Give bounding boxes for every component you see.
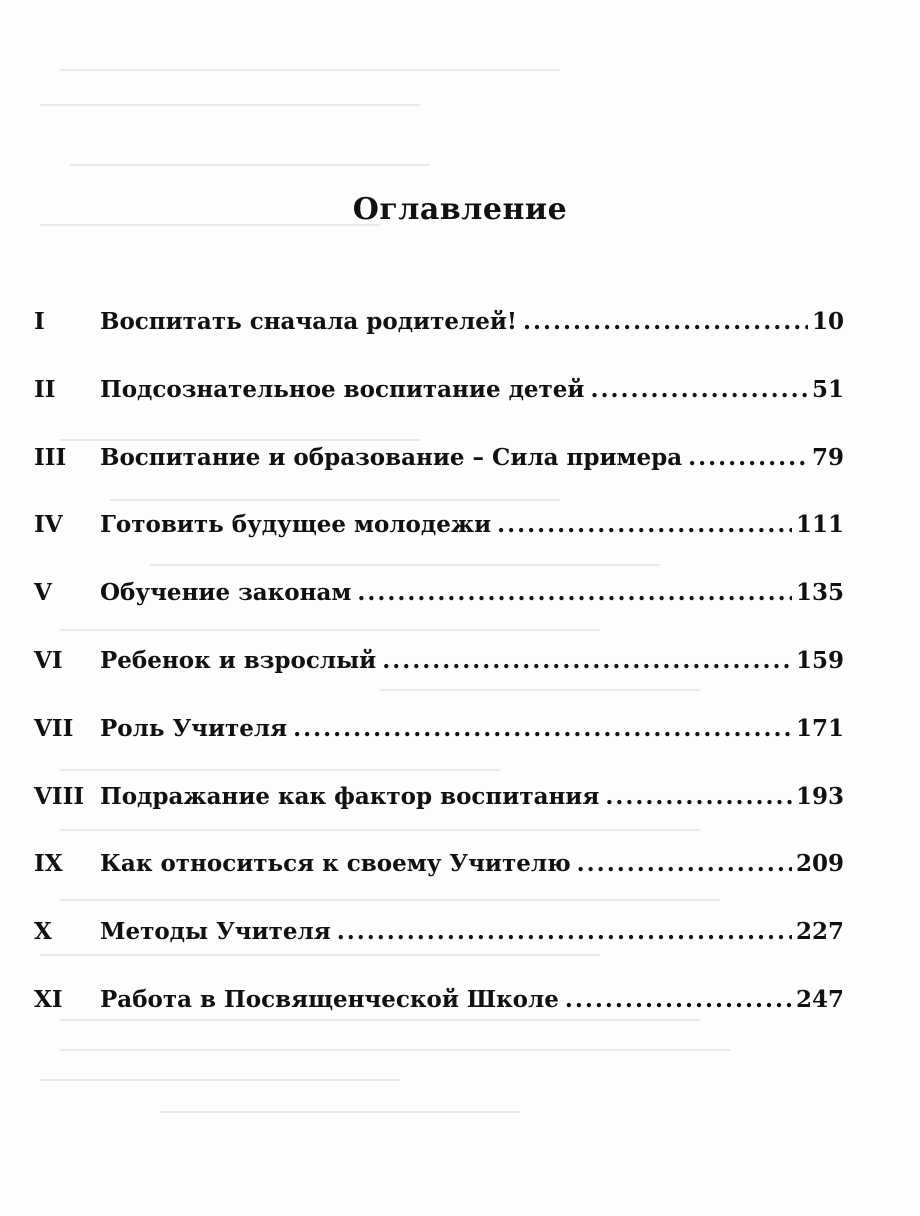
chapter-number: VIII [34,782,85,810]
page-number: 79 [811,443,844,471]
chapter-title: Ребенок и взрослый [100,646,377,674]
chapter-number: IX [34,850,63,878]
chapter-number: V [34,579,52,607]
page-title: Оглавление [352,192,568,228]
page-number: 159 [795,646,844,674]
chapter-number: III [34,443,67,471]
toc-entry [34,647,844,715]
page-number: 247 [795,985,844,1013]
toc-entry [34,783,844,851]
page-number: 193 [795,782,844,810]
chapter-number: I [34,308,45,335]
dot-leader [565,986,792,1013]
page-number: 111 [795,511,844,539]
chapter-title: Воспитание и образование – Сила примера [100,443,683,471]
page-number: 135 [795,579,844,607]
page-number: 10 [811,308,844,335]
toc-entry [34,579,844,647]
dot-leader [591,376,808,403]
dot-leader [523,308,808,335]
dot-leader [382,647,792,674]
chapter-title: Работа в Посвященческой Школе [100,985,559,1013]
dot-leader [577,850,792,877]
toc-entry [34,918,844,986]
dot-leader [357,579,792,606]
dot-leader [605,783,792,810]
chapter-title: Роль Учителя [100,714,288,742]
toc-entry [34,850,844,918]
chapter-number: XI [34,985,63,1013]
dot-leader [497,511,792,538]
toc-entry [34,376,844,444]
chapter-title: Подражание как фактор воспитания [100,782,600,810]
chapter-title: Подсознательное воспитание детей [100,375,585,403]
chapter-number: II [34,375,56,403]
chapter-number: X [34,918,52,946]
page-number: 171 [795,714,844,742]
toc-entry [34,511,844,579]
dot-leader [337,918,792,945]
dot-leader [688,444,808,471]
toc-entry [34,986,844,1054]
chapter-number: VI [34,646,63,674]
page-number: 209 [795,850,844,878]
toc-entry [34,308,844,376]
toc-entry [34,715,844,783]
chapter-number: IV [34,511,63,539]
chapter-title: Обучение законам [100,579,352,607]
page-number: 227 [795,918,844,946]
chapter-title: Воспитать сначала родителей! [100,308,518,335]
toc-entry [34,444,844,512]
chapter-title: Методы Учителя [100,918,331,946]
chapter-number: VII [34,714,74,742]
chapter-title: Готовить будущее молодежи [100,511,492,539]
dot-leader [293,715,792,742]
table-of-contents [34,308,844,1054]
chapter-title: Как относиться к своему Учителю [100,850,571,878]
page-number: 51 [811,375,844,403]
